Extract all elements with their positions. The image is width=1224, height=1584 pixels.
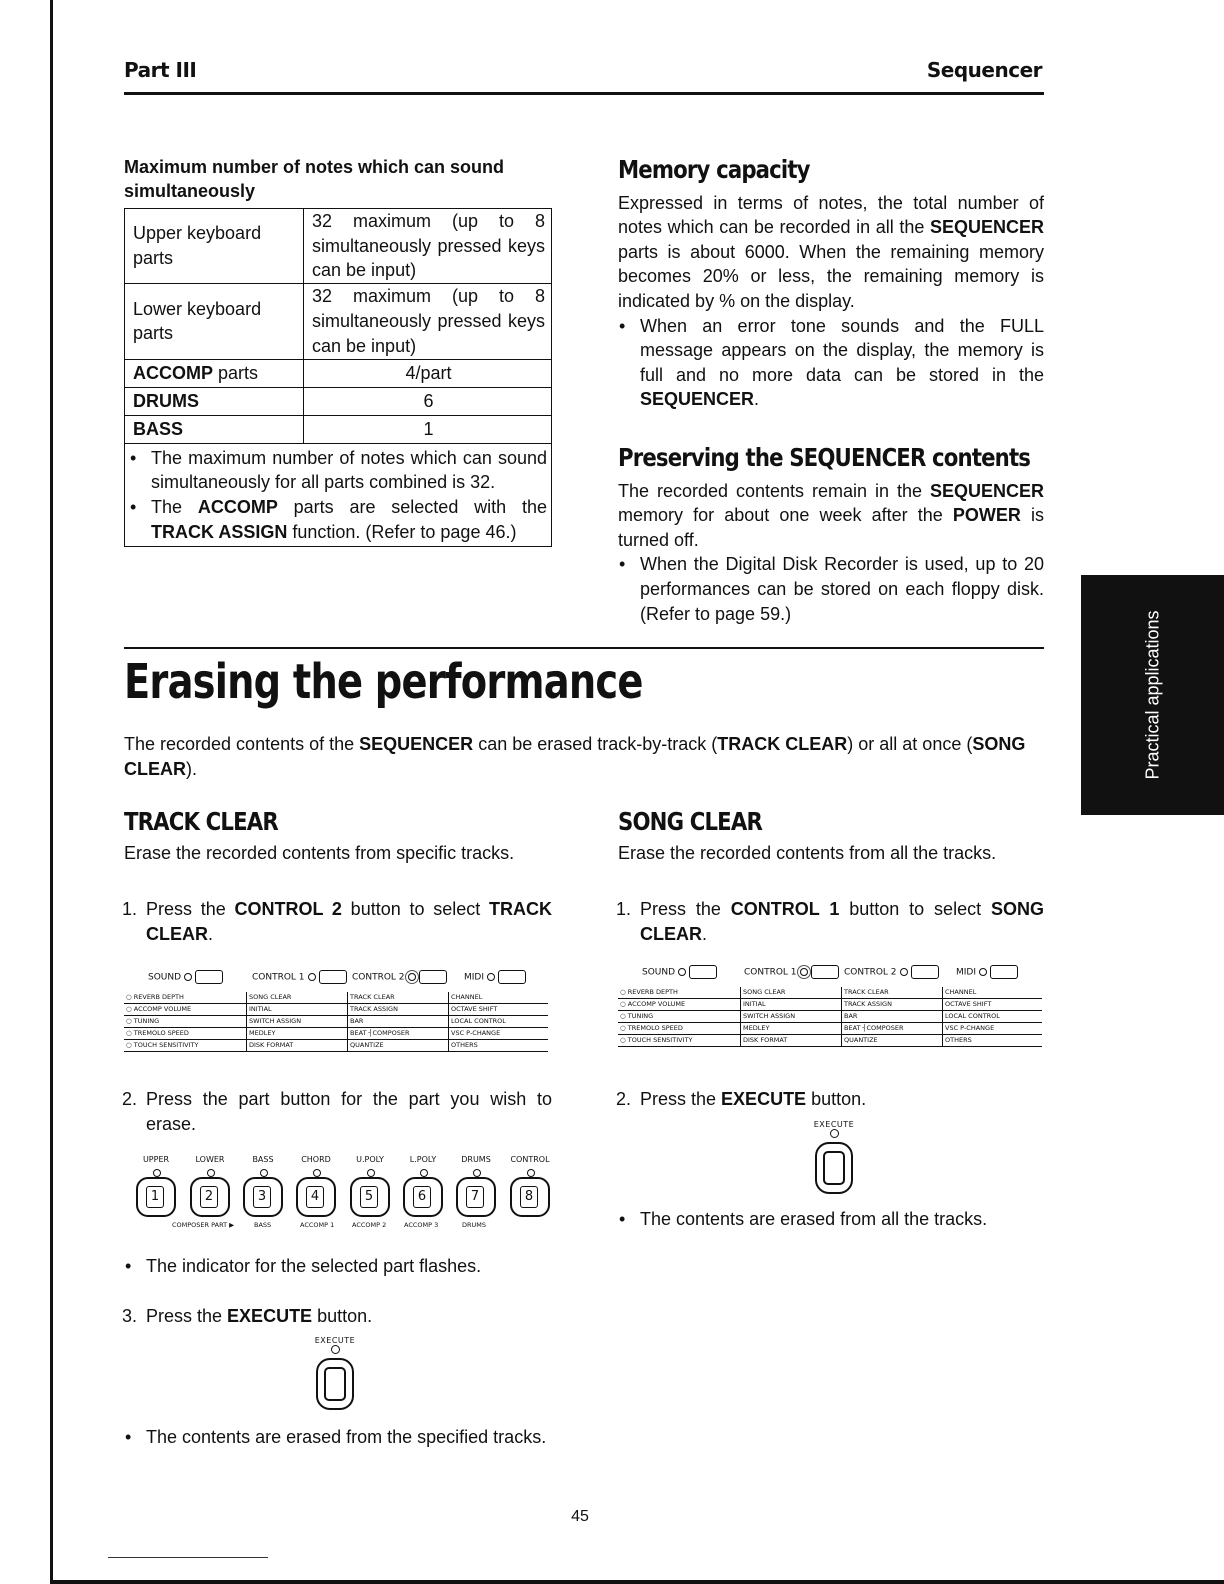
part-button-5[interactable]: 5 [350, 1177, 390, 1217]
page-edge-bottom [50, 1580, 1224, 1584]
step-number: 1. [122, 899, 138, 919]
step-number: 2. [122, 1089, 138, 1109]
part-label: U.POLY [356, 1155, 384, 1164]
execute-led [830, 1129, 839, 1138]
control-panel-diagram [124, 962, 554, 1052]
song-clear-bullet [618, 1207, 1044, 1232]
max-notes-title: Maximum number of notes which can sound simultaneously [124, 157, 505, 201]
table-cell-value: 1 [304, 415, 552, 443]
step-number: 1. [616, 899, 632, 919]
control-panel-diagram-2 [618, 957, 1048, 1047]
erasing-intro: The recorded contents of the SEQUENCER can be erased track-by-track (TRACK CLEAR) or all at once (SONG CLEAR). [124, 734, 1026, 779]
song-clear-intro: Erase the recorded contents from all the tracks. [618, 842, 997, 863]
composer-sub-label: ACCOMP 1 [300, 1221, 335, 1229]
composer-sub-label: ACCOMP 3 [404, 1221, 439, 1229]
header-section: Sequencer [926, 58, 1042, 82]
table-row [125, 283, 552, 359]
side-tab-label: Practical applications [1142, 610, 1162, 780]
track-clear-step1 [124, 897, 552, 946]
table-note: • The ACCOMP parts are selected with the TRACK ASSIGN function. (Refer to page 46.) [129, 495, 547, 544]
execute-button-diagram-2 [804, 1120, 864, 1194]
song-clear-heading: SONG CLEAR [618, 807, 762, 836]
track-clear-section [124, 807, 552, 865]
table-row [125, 359, 552, 387]
song-clear-step1 [618, 897, 1044, 946]
memory-section [618, 155, 1044, 412]
step-text: Press the CONTROL 1 button to select SONG CLEAR. [640, 899, 1044, 944]
part-button-4[interactable]: 4 [296, 1177, 336, 1217]
table-cell-part [125, 415, 304, 443]
composer-sub-label: DRUMS [462, 1221, 487, 1229]
header-rule [124, 92, 1044, 95]
panel-midi-label: MIDI [464, 970, 526, 984]
page-title: Erasing the performance [124, 654, 643, 710]
side-tab [1081, 575, 1224, 815]
track-clear-bullet1 [124, 1254, 552, 1279]
step-text: Press the EXECUTE button. [146, 1306, 373, 1326]
table-note: • The maximum number of notes which can sound simultaneously for all parts combined is 32. [129, 446, 547, 495]
composer-sub-label: ACCOMP 2 [352, 1221, 387, 1229]
panel-control1-label: CONTROL 1 [252, 970, 347, 984]
panel-table: ○ REVERB DEPTH SONG CLEAR TRACK CLEAR CHANNEL ○ ACCOMP VOLUME INITIAL TRACK ASSIGN OCTAVE SHIFT ○ TUNING SWITCH ASSIGN BAR LOCAL CONTROL ○ TREMOLO SPEED MEDLEY BEAT ┤COMPOSER VSC P-CHANGE ○ TOUCH SENSITIVITY DISK FORMAT QUANTIZE OTHERS [124, 992, 548, 1052]
part-button-1[interactable]: 1 [136, 1177, 176, 1217]
part-label: CONTROL [510, 1155, 550, 1164]
table-row [125, 415, 552, 443]
memory-bullet: • When an error tone sounds and the FULL message appears on the display, the memory is full and no more data can be stored in the SEQUENCER. [618, 314, 1044, 412]
preserving-paragraph: The recorded contents remain in the SEQUENCER memory for about one week after the POWER is turned off. [618, 480, 1045, 550]
track-clear-intro: Erase the recorded contents from specific tracks. [124, 842, 515, 863]
part-label: LOWER [195, 1155, 225, 1164]
composer-sub-label: BASS [254, 1221, 272, 1229]
max-notes-section [124, 155, 552, 547]
header-part: Part III [124, 58, 197, 82]
part-name-bold: ACCOMP [133, 362, 213, 383]
panel-control1-label: CONTROL 1 [744, 965, 839, 979]
bullet-text: • The indicator for the selected part flashes. [124, 1254, 552, 1279]
execute-label: EXECUTE [813, 1120, 855, 1129]
part-name-bold: DRUMS [133, 390, 199, 411]
table-cell-part [125, 387, 304, 415]
track-clear-step3 [124, 1304, 552, 1329]
table-cell-value: 6 [304, 387, 552, 415]
preserving-heading: Preserving the SEQUENCER contents [618, 443, 1031, 472]
part-button-3[interactable]: 3 [243, 1177, 283, 1217]
part-button-6[interactable]: 6 [403, 1177, 443, 1217]
table-row [125, 209, 552, 284]
part-button-2[interactable]: 2 [190, 1177, 230, 1217]
step-text: Press the part button for the part you wish to erase. [146, 1089, 552, 1134]
page-number: 45 [571, 1508, 589, 1525]
panel-sound-label: SOUND [148, 970, 223, 984]
memory-paragraph: Expressed in terms of notes, the total number of notes which can be recorded in all the SEQUENCER parts is about 6000. When the remaining memory becomes 20% or less, the remaining memory is indicated by % on the display. [618, 192, 1044, 311]
panel-sound-label: SOUND [642, 965, 717, 979]
page-edge-mark [108, 1557, 268, 1558]
composer-part-label: COMPOSER PART ▶ [172, 1221, 235, 1229]
part-button-7[interactable]: 7 [456, 1177, 496, 1217]
table-cell-part: Upper keyboard parts [125, 209, 304, 284]
song-clear-section [618, 807, 1044, 865]
part-label: BASS [252, 1155, 274, 1164]
section-rule [124, 647, 1044, 649]
bullet-text: • The contents are erased from all the tracks. [618, 1207, 1044, 1232]
memory-heading: Memory capacity [618, 155, 810, 184]
part-label: L.POLY [409, 1155, 437, 1164]
bullet-text: • The contents are erased from the specified tracks. [124, 1425, 552, 1450]
panel-table: ○ REVERB DEPTH SONG CLEAR TRACK CLEAR CHANNEL ○ ACCOMP VOLUME INITIAL TRACK ASSIGN OCTAVE SHIFT ○ TUNING SWITCH ASSIGN BAR LOCAL CONTROL ○ TREMOLO SPEED MEDLEY BEAT ┤COMPOSER VSC P-CHANGE ○ TOUCH SENSITIVITY DISK FORMAT QUANTIZE OTHERS [618, 987, 1042, 1047]
table-row [125, 387, 552, 415]
part-label: DRUMS [461, 1155, 491, 1164]
preserving-bullet: • When the Digital Disk Recorder is used, up to 20 performances can be stored on each floppy disk. (Refer to page 59.) [618, 552, 1044, 626]
step-number: 2. [616, 1089, 632, 1109]
track-clear-heading: TRACK CLEAR [124, 807, 278, 836]
step-text: Press the EXECUTE button. [640, 1089, 867, 1109]
track-clear-bullet2 [124, 1425, 552, 1450]
execute-button-diagram [305, 1336, 365, 1410]
table-cell-value: 4/part [304, 359, 552, 387]
part-label: UPPER [142, 1155, 170, 1164]
table-cell-part: Lower keyboard parts [125, 283, 304, 359]
song-clear-step2 [618, 1087, 1044, 1112]
table-cell-value: 32 maximum (up to 8 simultaneously pressed keys can be input) [304, 283, 552, 359]
panel-control2-label: CONTROL 2 [352, 970, 447, 984]
step-number: 3. [122, 1306, 138, 1326]
execute-label: EXECUTE [314, 1336, 356, 1345]
table-cell-part [125, 359, 304, 387]
max-notes-table [124, 208, 552, 444]
panel-control2-label: CONTROL 2 [844, 965, 939, 979]
page-edge-left [50, 0, 53, 1584]
part-buttons-diagram [124, 1155, 554, 1235]
part-button-8[interactable]: 8 [510, 1177, 550, 1217]
execute-button[interactable] [815, 1142, 853, 1194]
part-name-rest: parts [213, 362, 259, 383]
step-text: Press the CONTROL 2 button to select TRACK CLEAR. [146, 899, 552, 944]
table-cell-value: 32 maximum (up to 8 simultaneously pressed keys can be input) [304, 209, 552, 284]
execute-button[interactable] [316, 1358, 354, 1410]
part-label: CHORD [301, 1155, 331, 1164]
table-notes [124, 444, 552, 547]
part-name-bold: BASS [133, 418, 184, 439]
panel-midi-label: MIDI [956, 965, 1018, 979]
preserving-section [618, 443, 1045, 626]
track-clear-step2 [124, 1087, 552, 1136]
execute-led [331, 1345, 340, 1354]
